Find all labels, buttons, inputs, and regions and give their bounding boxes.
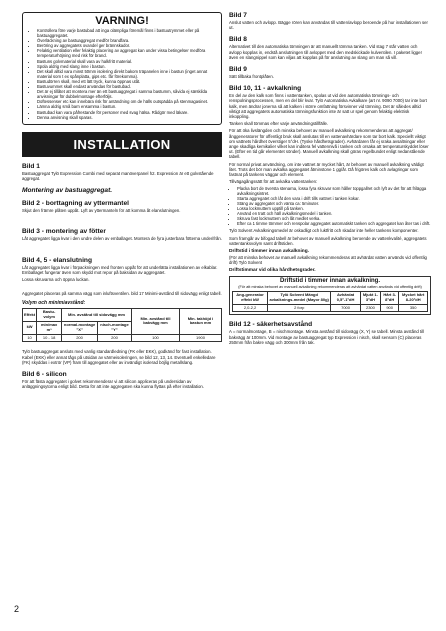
bild8-heading: Bild 8 [229, 36, 247, 44]
drift-subheading: Driftstimmar vid olika hårdhetsgrader. [229, 268, 316, 274]
bild4-text: Låt aggregatet ligga kvar i förpackningen med fronten uppåt för att underlätta installationen av elkablar. Emballaget fungerar även som skydd mot repor på baksidan av aggregatet. [22, 264, 218, 275]
table-cell: 7000 [331, 304, 361, 312]
bild3-heading: Bild 3 - montering av fötter [22, 228, 106, 236]
warning-item: • Överläckning av bastuaggregat medför brandfara. [37, 38, 217, 43]
th-minmax: min/max m³ [37, 321, 62, 334]
bild4-text3: Aggregatet placeras på samma vägg som inluftsventilen. bild 17 Minimi-avstånd till sidovägg enligt tabell. [22, 291, 222, 297]
table-row [23, 334, 222, 342]
th-cell: Ang-generator effekt kW [233, 292, 268, 305]
th-cell: Avhärdat 0,5°-1°dH [331, 292, 361, 305]
list-item: • Efter ca 1 timme tömmer och renspolar aggregatet automatiskt tanken och aggregatet kan åter tas i drift. [237, 221, 431, 226]
table-cell: 1900 [179, 334, 221, 342]
warning-item: • Lämna aldrig små barn ensamma i bastun. [37, 104, 217, 109]
warning-item: • Felaktig ventilation eller felaktig placering av aggregat kan under vissa betingelser medföra temperaturhöjning med risk för brand. [37, 48, 217, 58]
table-cell: 10 [23, 334, 37, 342]
drift-table [232, 291, 428, 312]
warning-item: • Denna anvisning skall sparas. [37, 115, 217, 120]
installation-banner: INSTALLATION [22, 132, 222, 157]
bild7-heading: Bild 7 [229, 12, 247, 19]
montering-heading: Montering av bastuaggregat. [22, 187, 113, 195]
warning-item: • Doftessenser etc kan innebära risk för antändning om de hälls outspädda på stenmagasinet. [37, 99, 217, 104]
bild6-heading: Bild 6 - silicon [22, 370, 67, 378]
th-effect: Effekt [23, 309, 37, 322]
bild10-text5: Tillvägagångssätt för att avkalka vattentanken: [229, 179, 318, 185]
warning-item: • Beröring av aggregatets ovandel ger brännskador. [37, 43, 217, 48]
bild10-text: En del av den kalk som finns i vattentanken, spolas ut vid den automatiska tömnings- och renspolningsprocessen, men en del blir kvar. Tylö Automatiska Avkalkare (art nr. 9090 7000) tar inte bort kalk, men ändrar jonerna så att kalken i större omfattning försvinner vid tömning. Det är således alltid viktigt att aggregatets automatiska tömningsfunktion inte är satt ur spel genom felaktig elektrisk inkoppling. [229, 93, 427, 120]
bild1-heading: Bild 1 [22, 162, 40, 170]
table-cell: 10 - 18 [37, 334, 62, 342]
bild10-heading: Bild 10, 11 - avkalkning [229, 85, 302, 93]
warning-item: • Kontrollera före varje bastubad att inga olämpliga föremål finns i bastuutrymmet eller på bastuaggregatet. [37, 28, 217, 38]
bild7-text: Anslut vatten och avlopp. Bägge rören kan användas till vatten/avlopp beroende på hur installationen ser ut. [229, 20, 428, 31]
warning-item: • Bastuns golvmaterial skall vara av halkfritt material. [37, 59, 217, 64]
table-cell: 200 [62, 334, 98, 342]
th-min-side: Min. avstånd till sidovägg mm [62, 309, 132, 322]
drift-text: (För att minska behovet av manuell avkalkning rekommenderas att avhärdat vatten används vid offentlig drift) Tylö Solvent [229, 255, 427, 266]
warning-item: • Det skall alltid vara minst 50mm isolering direkt bakom träpanelen inne i bastun (inget annat material som t ex spånplatta, gips etc. får förekomma). [37, 69, 217, 79]
th-min-front: Min. avstånd till bakvägg mm [131, 309, 179, 334]
warning-item: • Spola aldrig med slang inne i bastun. [37, 64, 217, 69]
bild1-text: Bastuaggregat Tylö Expression Combi med separat manöverpanel h2. Expression är ett golvstående aggregat. [22, 170, 214, 181]
bild10-text2: Tanken skall tömmas efter varje användningstillfälle. [229, 121, 329, 127]
list-item: • Starta aggregatet och låt den vara i drift tills vattnet i tanken kokar. [237, 196, 431, 201]
warning-item: • Det är ej tillåtet att montera mer än ett bastuaggregat i samma bastumm, såvida ej särskilda anvisningar för dubbelmontage efterföljs. [37, 89, 217, 99]
volume-table [22, 308, 222, 342]
drift-heading: Driftstid i timmer innan avkalkning. [229, 249, 309, 255]
list-item: • Placka bort de översta stenarna, lossa fyra skruvar som håller toppgallret och lyft av det för att frilägga avkalkningsintret. [237, 186, 431, 196]
table-cell: 2,0-2,2 [233, 304, 268, 312]
box-title: Driftstid i timmer innan avkalkning. [279, 278, 381, 285]
warning-item: • Bastudörren skall, med ett lätt tryck, kunna öppnas utåt. [37, 79, 217, 84]
table-row [233, 304, 428, 312]
bild10-text6: Tylö Solvent Avkalkningsmedel är oskadligt och luktfritt och skadar inte heller tankens komponenter. [229, 228, 419, 234]
page-number: 2 [14, 604, 20, 614]
right-column [229, 12, 431, 347]
bild10-text3: För att öka livslängden och minska behovet av manuell avkalkning rekommenderas att aggregat/ånggeneratorer för offentligt bruk skall anslutas till en vattenavhärdare som tar bort kalk. Speciellt viktigt om vattnets hårdhet överstiger 5°dH. (Tyske hårdhetsgrader). Avhärdaren får ej sraka avsaltningar eller ange skadliga kemikalier vilket kan inditera fel vattennivå i tanken och orsaka att temperaturskyddet löser ut. (Efter en tid går elementet sönder). Manuell avkalkning skall göras regelbundet enligt nedanstående tabell. [229, 128, 429, 160]
bild2-text: Skjut den främre plåten uppåt. Lyft av yttermanteln för att komma åt elanslutningen. [22, 208, 181, 214]
bild9-text: Sätt tillbaka frontplåten. [229, 74, 274, 80]
th-volume: Bastu-volym [37, 309, 62, 322]
warning-item: • Bastubad kan vara påfrestande för personer med svag hälsa. Rådgör med läkare. [37, 110, 217, 115]
table-cell: 2300 [360, 304, 380, 312]
bild4-text4: Tylö bastuaggregat ansluts med vanlig standardledning (FK eller EKK), godkänd för fast installation. Kabel (EKK) eller annat tågs på utsidan av värmeisoleringen, se bild 12, 13, 14. Eventuell enkelledare (FK) skyddas i extrör (VP) fram till aggregatet eller av invändigt isolerad böjlig metallslang. [22, 349, 216, 365]
bild4-heading: Bild 4, 5 - elanslutning [22, 256, 92, 264]
box-subtitle: (För att minska behovet av manuell avkalkning rekommenderas att avhärdat vatten används vid offentlig drift) [238, 284, 422, 289]
bild4-text2: Lossa skruvarna och öppna luckan. [22, 276, 90, 282]
warning-box [22, 12, 222, 125]
table-cell: 100 [131, 334, 179, 342]
drift-table-box [229, 276, 431, 315]
table-cell: 900 [381, 304, 399, 312]
th-cell: Mjukt 1-3°dH [360, 292, 380, 305]
th-kw: kW [23, 321, 37, 334]
bild6-text: För att fästa aggregatet i golvet rekommenderar vi att silicon appliceras på undersidan av anläggningsytorna enligt bild. Detta för att inte aggregaten ska kunna flyttas på efter installation. [22, 378, 205, 390]
bild10-text7: Som framgår av bifogad tabell är behovet av manuell avkalkning beroende av vattenkvalité, aggregatets vattentanksvolym samt driftstiden. [229, 235, 427, 246]
table-cell: 2 forp [268, 304, 331, 312]
th-cell: Mycket hårt 8-20°dH [399, 292, 428, 305]
th-cell: Tylö Solvent Mängd avkalknings-medel (Mayor 80g) [268, 292, 331, 305]
warning-item: • Bastuvummet skall endast användas för bastubad. [37, 84, 217, 89]
left-column [22, 12, 222, 391]
table-cell: 200 [98, 334, 132, 342]
bild10-text4: För normal privat användning, om inte vattnet är mycket hårt, är behovet av manuell avkalkning väldigt litet. Trots det bör man avkalka aggregatet åtminstone 1 gg/år. Då frigöres kalk och avlagringar som fastnat på tankens väggar och element. [229, 161, 424, 178]
bild8-text: Alternativet till den automatiska tömningen är att manuellt tömma tanken. Vid stag 7 står vatten och avlopp kopplas in, endstå anslutningen till avloppet med den medskickade kulventilen. I paketet ligger även en slangnippel som kan viljas att kopplas på för anslutning av slang om man så vill. [229, 44, 423, 60]
th-normal: normal-montage "X" [62, 321, 98, 334]
table-cell: 350 [399, 304, 428, 312]
descaling-steps [229, 186, 431, 226]
list-item: • Stäng av aggregatet och vänta ca: 5minuter. [237, 201, 431, 206]
th-min-ceiling: Min. takhöjd i bastun mm [179, 309, 221, 334]
th-cell: Hårt 3-8°dH [381, 292, 399, 305]
list-item: • Använd en tratt och häll avkalkningsmedel i tanken. [237, 211, 431, 216]
th-niche: nisch-montage "Y" [98, 321, 132, 334]
list-item: • Skruva fast lockmuttern och låt medlet verka. [237, 216, 431, 221]
volume-heading: Volym och minimiavstånd: [22, 300, 86, 307]
list-item: • Lossa lockmuttern upptill på tanken. [237, 206, 431, 211]
bild12-text: A = normalmontage, B = nischmontage. Minsta avstånd till sidovägg (X, Y) se tabell. Minsta avstånd till bakvägg är 100mm. Vid montage av bastuaggregat typ Expression i nisch, skall sensorn (C) placeras 250mm från bakre vägg och 300mm från tak. [229, 329, 425, 345]
warning-list [27, 28, 217, 120]
bild3-text: Låt aggregatet ligga kvar i den undre delen av emballaget. Montera de fyra justerbara fötterna underifrån. [22, 236, 222, 242]
bild2-heading: Bild 2 - borttagning av yttermantel [22, 200, 129, 208]
warning-title: VARNING! [95, 15, 149, 27]
bild12-heading: Bild 12 - säkerhetsavstånd [229, 321, 313, 329]
bild9-heading: Bild 9 [229, 66, 247, 74]
